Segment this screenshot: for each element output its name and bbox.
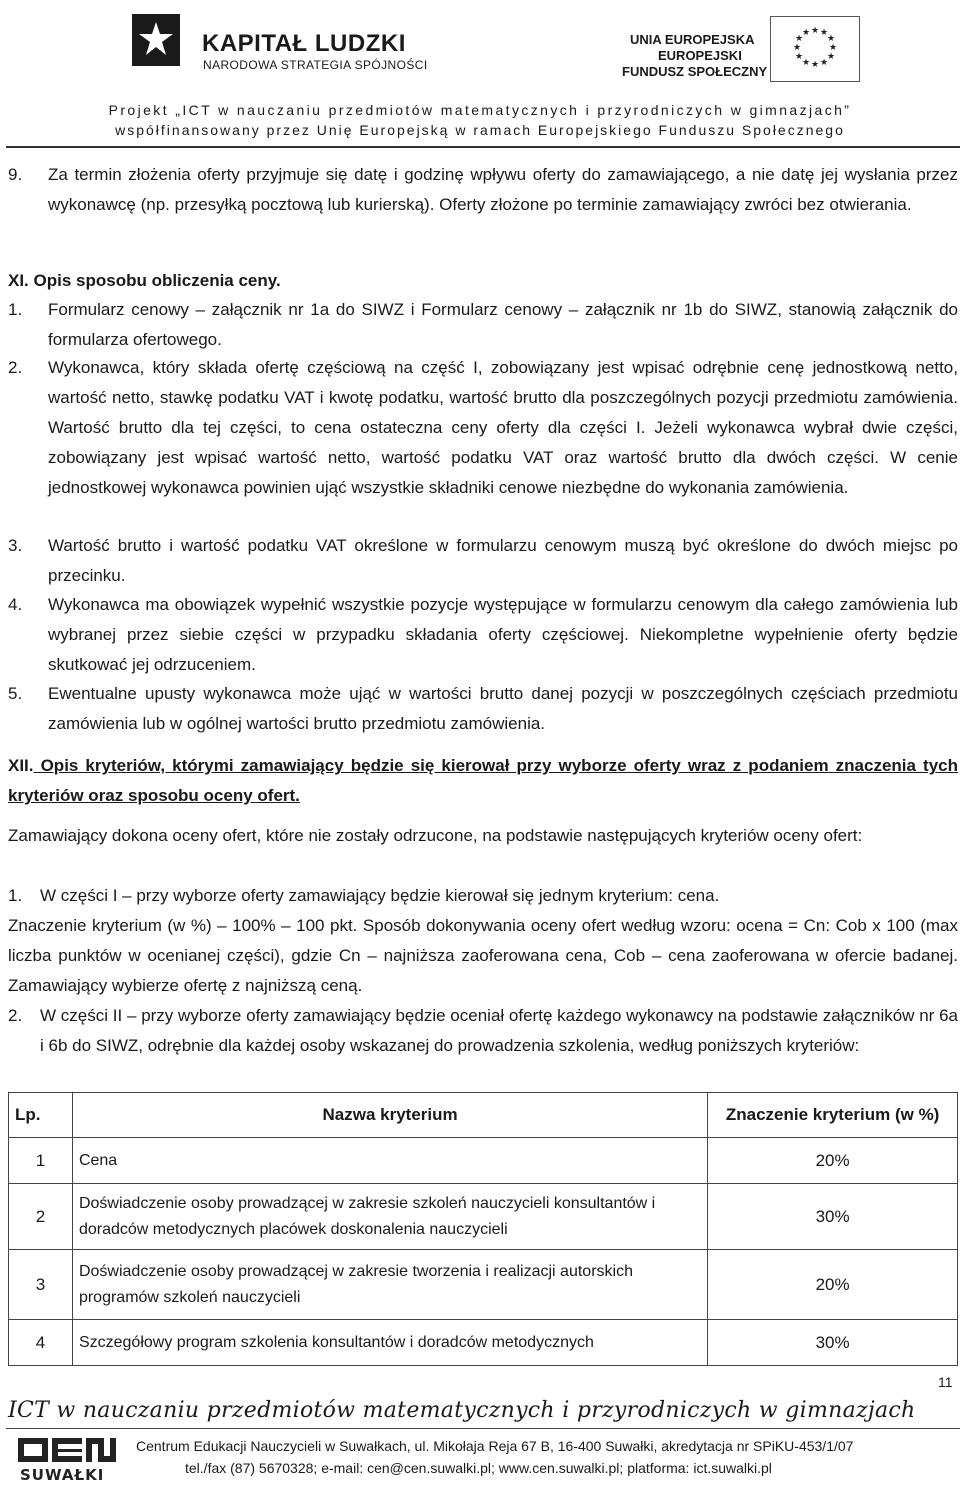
- section-heading-xii: [8, 751, 958, 811]
- list-item-text: Wykonawca, który składa ofertę częściową na część I, zobowiązany jest wpisać odrębnie cenę jednostkową netto, wartość netto, stawkę podatku VAT i kwotę podatku, wartość brutto dla poszczególnych pozycji przedmiotu zamówienia. Wartość brutto dla tej części, to cena ostateczna ceny oferty dla części I. Jeżeli wykonawca wybrał dwie części, zobowiązany jest wpisać wartość netto, wartość podatku VAT oraz wartość brutto dla dwóch części. W cenie jednostkowej wykonawca powinien ująć wszystkie składniki cenowe niezbędne do wykonania zamówienia.: [48, 358, 958, 497]
- svg-text:★: ★: [794, 34, 804, 44]
- svg-text:★: ★: [828, 43, 838, 53]
- list-item-number: 3.: [8, 536, 23, 555]
- criteria-table: [8, 1092, 958, 1366]
- list-item-number: 2.: [8, 358, 23, 377]
- paragraph-intro: Zamawiający dokona oceny ofert, które nie zostały odrzucone, na podstawie następujących kryteriów oceny ofert:: [8, 826, 863, 845]
- cell-weight: 30%: [708, 1184, 958, 1250]
- svg-text:★: ★: [826, 34, 836, 44]
- list-item: [8, 531, 958, 591]
- svg-text:★: ★: [794, 52, 804, 62]
- table-row: [9, 1184, 958, 1250]
- cell-name: Cena: [72, 1138, 707, 1184]
- cell-lp: 3: [9, 1250, 73, 1320]
- footer-project-title: ICT w nauczaniu przedmiotów matematycznych i przyrodniczych w gimnazjach: [8, 1398, 916, 1423]
- svg-text:★: ★: [819, 58, 829, 68]
- eu-flag-icon: [770, 16, 860, 82]
- list-item-text: Wykonawca ma obowiązek wypełnić wszystkie pozycje występujące w formularzu cenowym dla całego zamówienia lub wybranej przez siebie części w przypadku składania oferty częściowej. Niekompletne wypełnienie oferty będzie skutkować jej odrzuceniem.: [48, 595, 958, 674]
- table-row: [9, 1250, 958, 1320]
- svg-text:★: ★: [801, 58, 811, 68]
- project-title-line2: współfinansowany przez Unię Europejską w ramach Europejskiego Funduszu Społecznego: [115, 122, 845, 138]
- svg-text:★: ★: [801, 28, 811, 38]
- footer-contact: tel./fax (87) 5670328; e-mail: cen@cen.suwalki.pl; www.cen.suwalki.pl; platforma: ict.suwalki.pl: [185, 1460, 772, 1476]
- paragraph-formula: Znaczenie kryterium (w %) – 100% – 100 pkt. Sposób dokonywania oceny ofert według wzoru: ocena = Cn: Cob x 100 (max liczba punktów w ocenianej części), gdzie Cn – najniższa zaoferowana cena, Cob – cena zaoferowana w ofercie badanej. Zamawiający wybierze ofertę z najniższą ceną.: [8, 916, 958, 995]
- cell-lp: 2: [9, 1184, 73, 1250]
- list-item-number: 1.: [8, 300, 23, 319]
- section-heading-xi: XI. Opis sposobu obliczenia ceny.: [8, 271, 281, 290]
- ue-label-line2: EUROPEJSKI: [658, 48, 742, 63]
- project-title-line1: Projekt „ICT w nauczaniu przedmiotów matematycznych i przyrodniczych w gimnazjach”: [108, 102, 852, 118]
- cen-suwalki-logo: [14, 1434, 124, 1486]
- cell-weight: 20%: [708, 1250, 958, 1320]
- ue-label-line3: FUNDUSZ SPOŁECZNY: [622, 64, 768, 79]
- list-item: [8, 353, 958, 503]
- kapital-ludzki-logo: [132, 14, 180, 66]
- list-item: [8, 590, 958, 680]
- footer-address: Centrum Edukacji Nauczycieli w Suwałkach, ul. Mikołaja Reja 67 B, 16-400 Suwałki, akredytacja nr SPiKU-453/1/07: [136, 1438, 854, 1454]
- list-item-number: 1.: [8, 886, 23, 905]
- section-heading-text: Opis kryteriów, którymi zamawiający będzie się kierował przy wyborze oferty wraz z podaniem znaczenia tych kryteriów oraz sposobu oceny ofert.: [8, 756, 958, 805]
- list-item-text: W części II – przy wyborze oferty zamawiający będzie oceniał ofertę każdego wykonawcy na podstawie załączników nr 6a i 6b do SIWZ, odrębnie dla każdej osoby wskazanej do prowadzenia szkolenia, według poniższych kryteriów:: [40, 1006, 958, 1055]
- list-item-text: Wartość brutto i wartość podatku VAT określone w formularzu cenowym muszą być określone do dwóch miejsc po przecinku.: [48, 536, 958, 585]
- list-item-text: Ewentualne upusty wykonawca może ująć w wartości brutto danej pozycji w poszczególnych częściach przedmiotu zamówienia lub w ogólnej wartości brutto przedmiotu zamówienia.: [48, 684, 958, 733]
- list-item-text: Formularz cenowy – załącznik nr 1a do SIWZ i Formularz cenowy – załącznik nr 1b do SIWZ, stanowią załącznik do formularza ofertowego.: [48, 300, 958, 349]
- cell-lp: 4: [9, 1320, 73, 1366]
- header-divider: [6, 146, 960, 148]
- cell-weight: 30%: [708, 1320, 958, 1366]
- column-header-name: Nazwa kryterium: [72, 1093, 707, 1138]
- ue-label-line1: UNIA EUROPEJSKA: [630, 32, 755, 47]
- list-item-number: 2.: [8, 1006, 23, 1025]
- kapital-ludzki-title: KAPITAŁ LUDZKI: [202, 30, 406, 57]
- column-header-lp: Lp.: [9, 1093, 73, 1138]
- table-row: [9, 1138, 958, 1184]
- list-item-text: Za termin złożenia oferty przyjmuje się datę i godzinę wpływu oferty do zamawiającego, a nie datę jej wysłania przez wykonawcę (np. przesyłką pocztową lub kurierską). Oferty złożone po terminie zamawiający zwróci bez otwierania.: [48, 165, 958, 214]
- section-heading-number: XII.: [8, 756, 34, 775]
- svg-text:★: ★: [826, 52, 836, 62]
- list-item-number: 9.: [8, 165, 23, 184]
- list-item: [8, 160, 958, 220]
- svg-text:★: ★: [819, 28, 829, 38]
- list-item-text: W części I – przy wyborze oferty zamawiający będzie kierował się jednym kryterium: cena.: [40, 886, 720, 905]
- logo-text: SUWAŁKI: [20, 1466, 105, 1484]
- cell-name: Szczegółowy program szkolenia konsultantów i doradców metodycznych: [72, 1320, 707, 1366]
- list-item: [8, 679, 958, 739]
- table-header-row: [9, 1093, 958, 1138]
- cell-weight: 20%: [708, 1138, 958, 1184]
- svg-text:★: ★: [810, 26, 820, 36]
- list-item: [8, 1001, 958, 1061]
- column-header-weight: Znaczenie kryterium (w %): [708, 1093, 958, 1138]
- cell-lp: 1: [9, 1138, 73, 1184]
- list-item: [8, 295, 958, 355]
- kapital-ludzki-subtitle: NARODOWA STRATEGIA SPÓJNOŚCI: [203, 58, 428, 72]
- page-number: 11: [938, 1374, 953, 1390]
- list-item-number: 5.: [8, 684, 23, 703]
- list-item: [8, 881, 958, 911]
- cell-name: Doświadczenie osoby prowadzącej w zakresie tworzenia i realizacji autorskich programów szkoleń nauczycieli: [72, 1250, 707, 1320]
- svg-text:★: ★: [792, 43, 802, 53]
- cell-name: Doświadczenie osoby prowadzącej w zakresie szkoleń nauczycieli konsultantów i doradców metodycznych placówek doskonalenia nauczycieli: [72, 1184, 707, 1250]
- footer-divider: [6, 1428, 960, 1429]
- svg-text:★: ★: [810, 60, 820, 70]
- table-row: [9, 1320, 958, 1366]
- list-item-number: 4.: [8, 595, 23, 614]
